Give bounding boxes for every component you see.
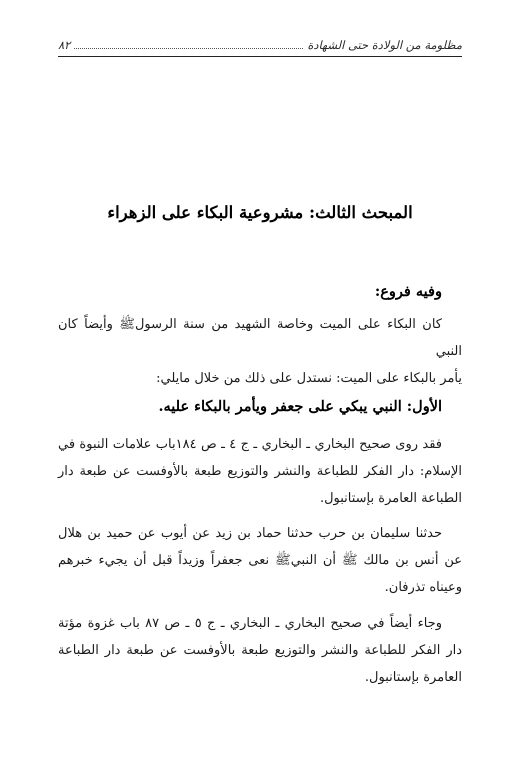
intro-line-1: كان البكاء على الميت وخاصة الشهيد من سنة الرسولﷺ وأيضاً كان النبي	[58, 317, 462, 359]
running-header	[58, 35, 462, 55]
section-title: المبحث الثالث: مشروعية البكاء على الزهراء	[107, 203, 413, 222]
header-rule	[58, 56, 462, 57]
paragraph-text: وجاء أيضاً في صحيح البخاري ـ البخاري ـ ج ٥ ـ ص ٨٧ باب غزوة مؤتة دار الفكر للطباعة والنشر والتوزيع طبعة بالأوفست عن طبعة دار الطباعة العامرة بإستانبول.	[58, 616, 462, 685]
intro-line-2: يأمر بالبكاء على الميت: نستدل على ذلك من خلال مايلي:	[156, 371, 462, 386]
leader-dots	[74, 48, 303, 49]
first-paragraph-1	[58, 431, 462, 512]
branches-heading: وفيه فروع:	[374, 283, 442, 300]
paragraph-text: حدثنا سليمان بن حرب حدثنا حماد بن زيد عن أيوب عن حميد بن هلال عن أنس بن مالك ﷺ أن النبيﷺ نعى جعفراً وزيداً قبل أن يجيء خبرهم وعيناه تذرفان.	[58, 526, 462, 595]
running-title: مظلومة من الولادة حتى الشهادة	[307, 38, 462, 52]
first-heading: الأول: النبي يبكي على جعفر ويأمر بالبكاء عليه.	[158, 398, 442, 415]
first-paragraph-3	[58, 610, 462, 691]
first-paragraph-2	[58, 520, 462, 601]
paragraph-text: فقد روى صحيح البخاري ـ البخاري ـ ج ٤ ـ ص ١٨٤باب علامات النبوة في الإسلام: دار الفكر للطباعة والنشر والتوزيع طبعة بالأوفست عن طبعة دار الطباعة العامرة بإستانبول.	[58, 437, 462, 506]
page-number: ٨٢	[58, 38, 71, 52]
intro-paragraph	[58, 311, 462, 392]
